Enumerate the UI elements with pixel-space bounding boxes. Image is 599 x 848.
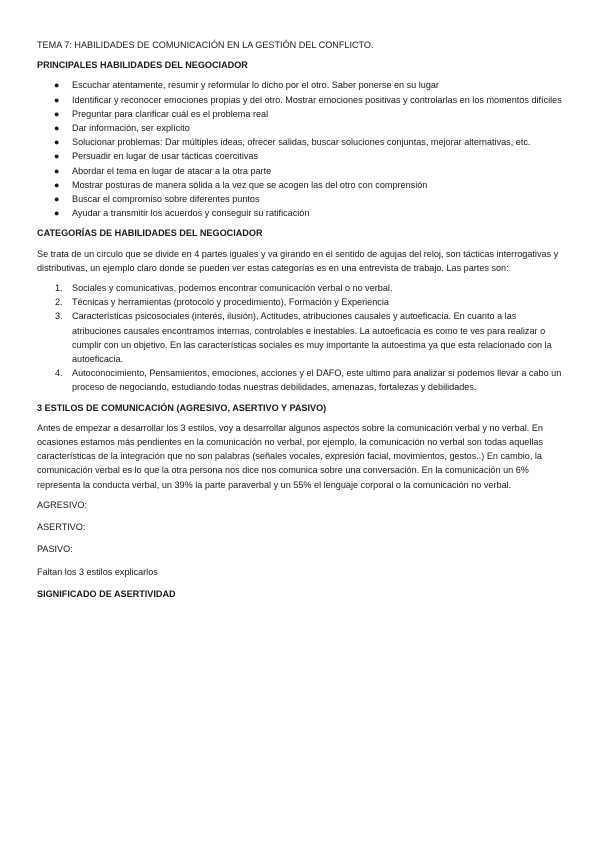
bullet-icon: ● (54, 123, 60, 134)
list-item: ● Escuchar atentamente, resumir y reformular lo dicho por el otro. Saber ponerse en su lugar (37, 78, 563, 92)
item-number: 3. (55, 311, 63, 322)
pending-note: Faltan los 3 estilos explicarlos (37, 566, 158, 577)
item-number: 1. (55, 283, 63, 294)
bullet-icon: ● (54, 151, 60, 162)
bullet-icon: ● (54, 208, 60, 219)
habilidades-list (37, 78, 563, 220)
pasivo-label: PASIVO: (37, 544, 73, 555)
bullet-icon: ● (54, 194, 60, 205)
bullet-icon: ● (54, 137, 60, 148)
item-number: 4. (55, 368, 63, 379)
list-item: ● Abordar el tema en lugar de atacar a la otra parte (37, 164, 563, 178)
estilos-paragraph: Antes de empezar a desarrollar los 3 estilos, voy a desarrollar algunos aspectos sobre la comunicación verbal y no verbal. En ocasiones estamos más pendientes en la comunicación no verbal, por ejemplo, la comunicación no verbal son todas aquellas características de la integración que no son palabras (señales vocales, expresión facial, movimientos, gestos..) En cambio, la comunicación verbal es lo que la otra persona nos dice nos comunica sobre una conversación. En la comunicación un 6% representa la conducta verbal, un 39% la parte paraverbal y un 55% el lenguaje corporal o la comunicación no verbal. (37, 422, 544, 490)
list-item: 2. Técnicas y herramientas (protocolo y procedimiento), Formación y Experiencia (37, 295, 563, 309)
list-item: ● Solucionar problemas: Dar múltiples ideas, ofrecer salidas, buscar soluciones conjuntas, mejorar alternativas, etc. (37, 135, 563, 149)
list-item: 3. Características psicosociales (interés, ilusión), Actitudes, atribuciones causales y autoeficacia. En cuanto a las atribuciones causales encontramos internas, controlables e inestables. La autoeficacia es como te ves para realizar o cumplir con un objetivo. En las características sociales es muy importante la autoestima ya que esta relacionado con la autoeficacia. (55, 311, 552, 365)
categorias-list (37, 281, 563, 395)
section-heading-asertividad: SIGNIFICADO DE ASERTIVIDAD (37, 588, 176, 599)
list-item: 4. Autoconocimiento, Pensamientos, emociones, acciones y el DAFO, este ultimo para analizar si podemos llevar a cabo un proceso de negociando, estudiando todas nuestras debilidades, amenazas, fortalezas y debilidades. (55, 368, 562, 393)
bullet-icon: ● (54, 80, 60, 91)
list-item: ● Persuadir en lugar de usar tácticas coercitivas (37, 149, 563, 163)
bullet-icon: ● (54, 165, 60, 176)
list-item: ● Buscar el compromiso sobre diferentes puntos (37, 192, 563, 206)
asertivo-label: ASERTIVO: (37, 522, 86, 533)
list-item: ● Dar información, ser explícito (37, 121, 563, 135)
agresivo-label: AGRESIVO: (37, 499, 88, 510)
bullet-icon: ● (54, 94, 60, 105)
list-item: ● Identificar y reconocer emociones propias y del otro. Mostrar emociones positivas y controlarlas en los momentos difíciles (37, 93, 563, 107)
bullet-icon: ● (54, 179, 60, 190)
list-item: 1. Sociales y comunicativas, podemos encontrar comunicación verbal o no verbal. (37, 281, 563, 295)
categorias-intro: Se trata de un circulo que se divide en 4 partes iguales y va girando en el sentido de agujas del reloj, son tácticas interrogativas y distributivas, un ejemplo claro donde se pueden ver estas categorías es en una entrevista de trabajo. Las partes son: (37, 248, 559, 273)
section-heading-estilos: 3 ESTILOS DE COMUNICACIÓN (AGRESIVO, ASERTIVO Y PASIVO) (37, 402, 327, 413)
list-item: ● Mostrar posturas de manera sólida a la vez que se acogen las del otro con comprensión (37, 178, 563, 192)
list-item: ● Preguntar para clarificar cuál es el problema real (37, 107, 563, 121)
section-heading-habilidades: PRINCIPALES HABILIDADES DEL NEGOCIADOR (37, 60, 248, 71)
item-number: 2. (55, 297, 63, 308)
list-item: ● Ayudar a transmitir los acuerdos y conseguir su ratificación (37, 206, 563, 220)
bullet-icon: ● (54, 108, 60, 119)
section-heading-categorias: CATEGORÍAS DE HABILIDADES DEL NEGOCIADOR (37, 228, 263, 239)
document-title: TEMA 7: HABILIDADES DE COMUNICACIÓN EN LA GESTIÓN DEL CONFLICTO. (37, 40, 374, 50)
